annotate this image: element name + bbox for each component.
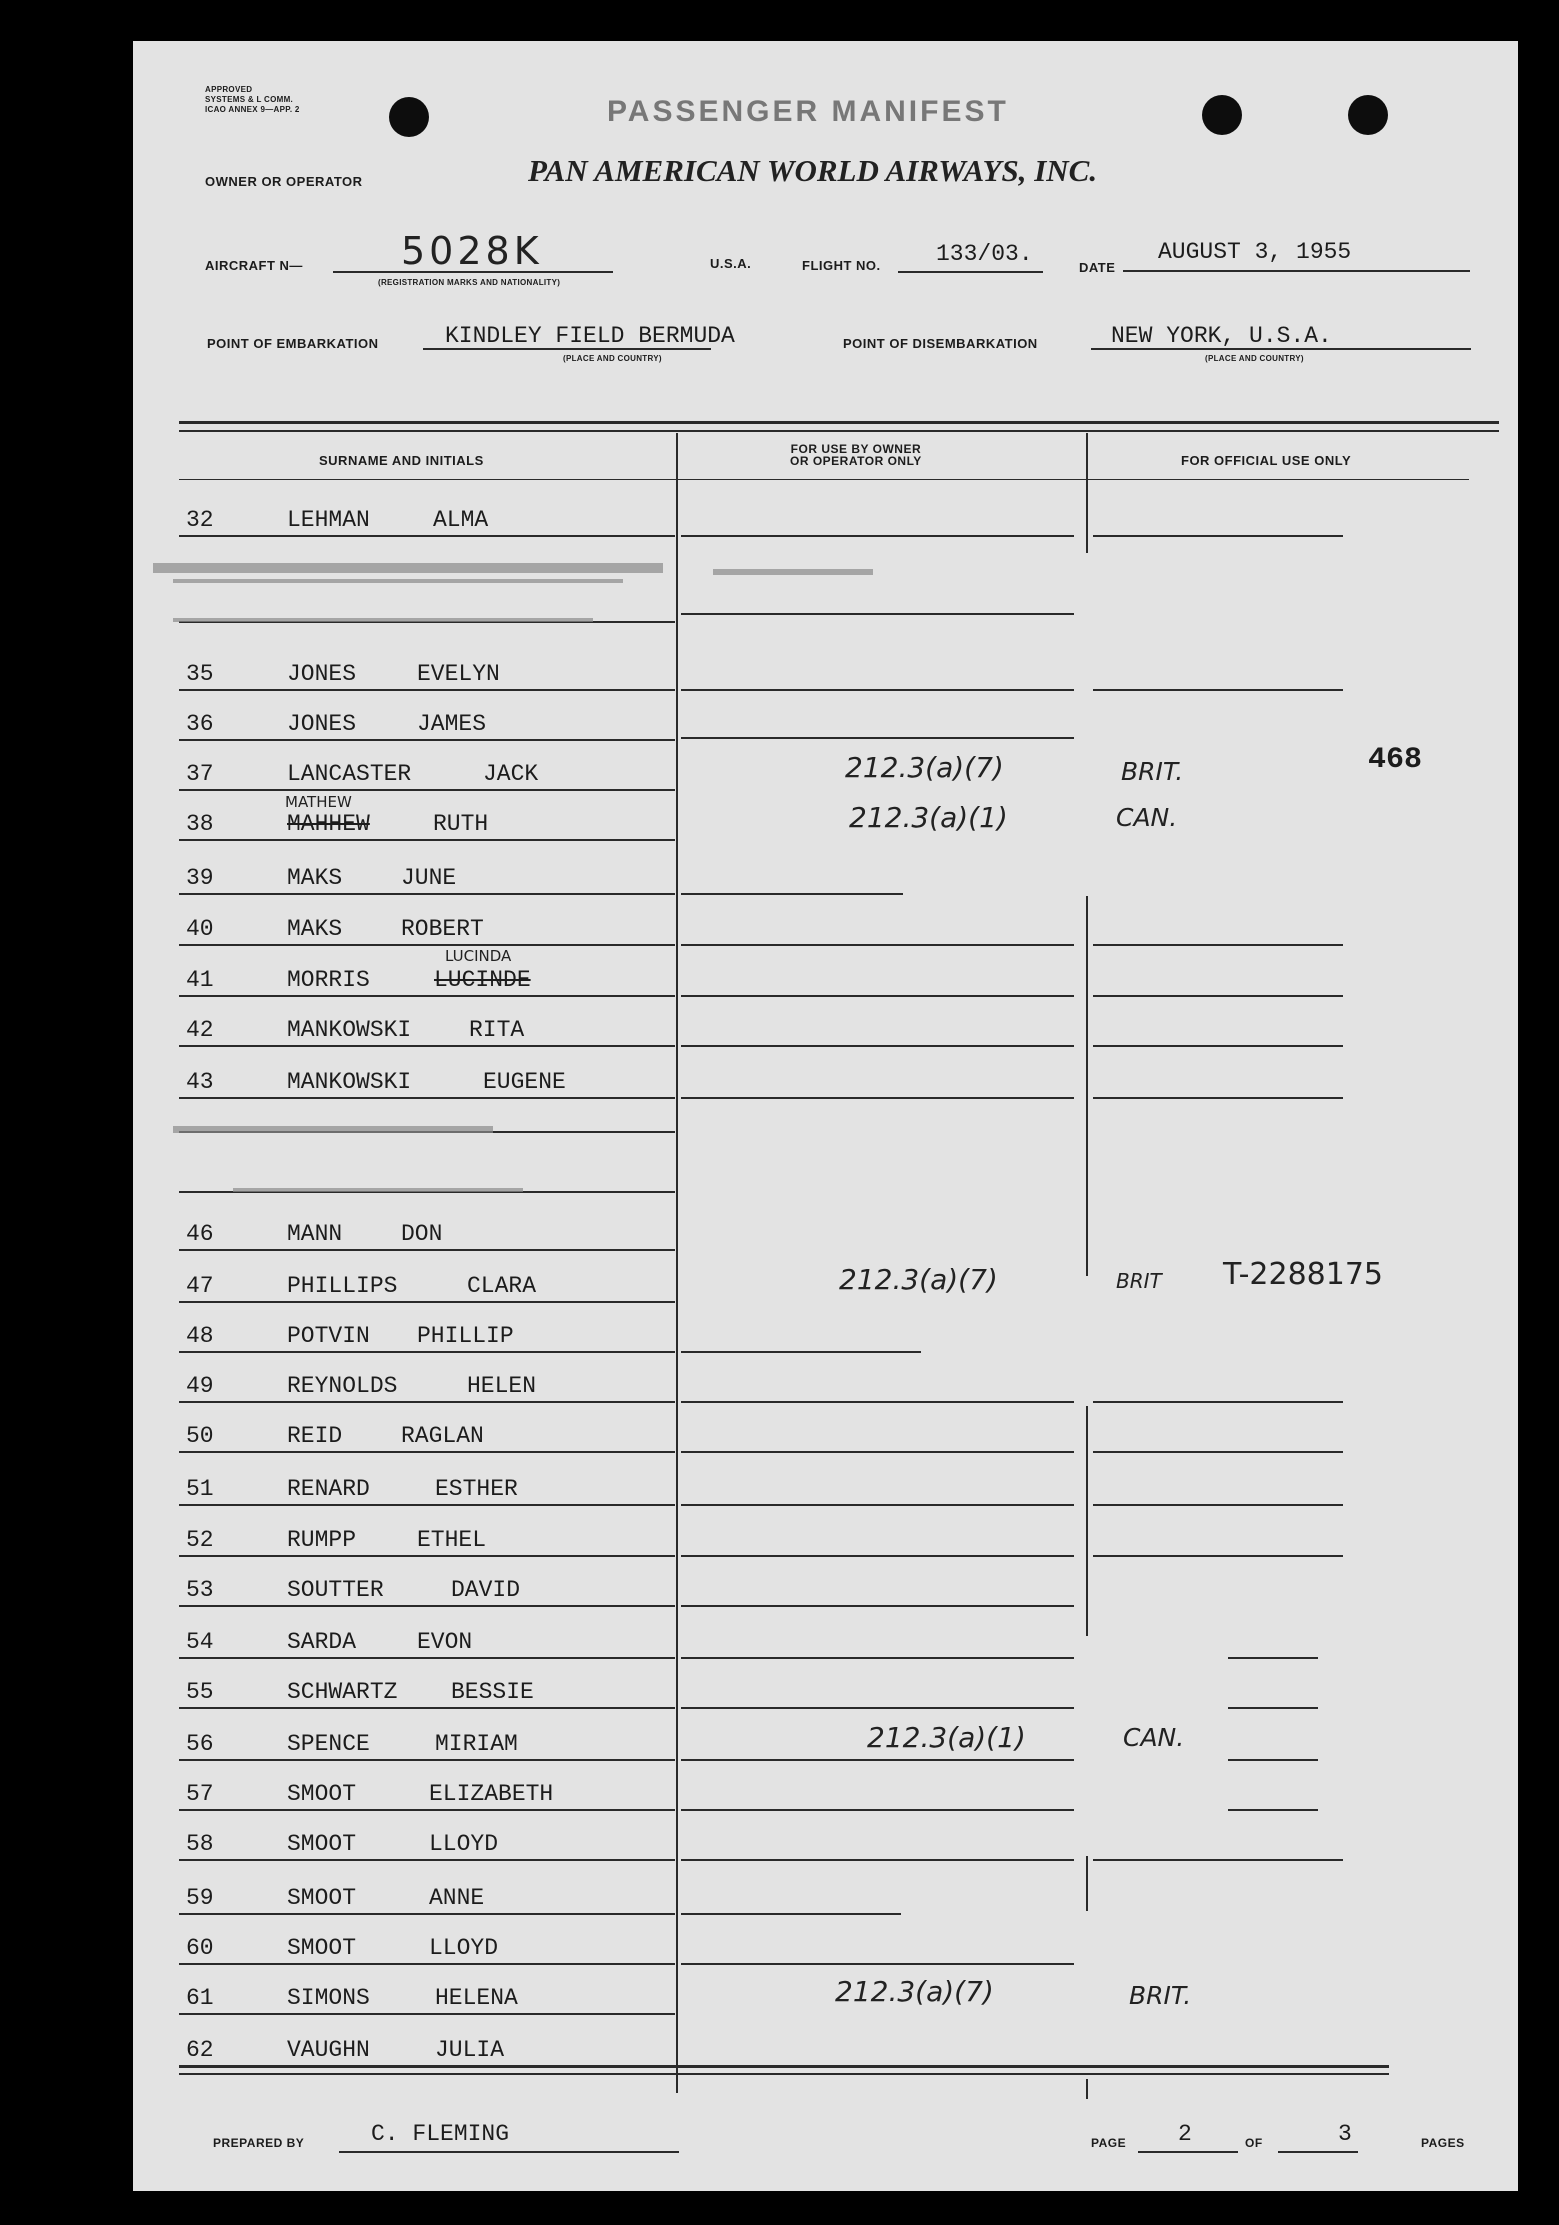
- surname: SIMONS: [287, 1985, 370, 2011]
- initials: ROBERT: [401, 916, 484, 942]
- passenger-row: [133, 1575, 1518, 1611]
- passenger-row: [133, 863, 1518, 899]
- column-official-header: FOR OFFICIAL USE ONLY: [1181, 453, 1352, 468]
- passenger-row: [133, 1883, 1518, 1919]
- row-number: 36: [186, 711, 214, 737]
- surname: RENARD: [287, 1476, 370, 1502]
- manifest-title: PASSENGER MANIFEST: [607, 95, 1009, 128]
- approval-line: SYSTEMS & L COMM.: [205, 95, 294, 104]
- usa-label: U.S.A.: [710, 256, 752, 271]
- row-number: 59: [186, 1885, 214, 1911]
- row-number: 53: [186, 1577, 214, 1603]
- surname: SMOOT: [287, 1831, 357, 1857]
- passenger-row: [133, 1421, 1518, 1457]
- surname: POTVIN: [287, 1323, 370, 1349]
- nationality: BRIT.: [1129, 1981, 1192, 2010]
- surname: MAHHEW: [287, 811, 370, 837]
- row-number: 40: [186, 916, 214, 942]
- row-number: 51: [186, 1476, 214, 1502]
- surname: MANKOWSKI: [287, 1069, 412, 1095]
- surname: RUMPP: [287, 1527, 357, 1553]
- surname: SARDA: [287, 1629, 357, 1655]
- row-number: 38: [186, 811, 214, 837]
- approval-note: [205, 85, 300, 115]
- flight-label: FLIGHT NO.: [802, 258, 881, 273]
- initials: DAVID: [451, 1577, 521, 1603]
- passenger-row: [133, 659, 1518, 695]
- surname: MAKS: [287, 916, 343, 942]
- passenger-row: [133, 1525, 1518, 1561]
- surname: REYNOLDS: [287, 1373, 398, 1399]
- initials: JAMES: [417, 711, 487, 737]
- surname: SCHWARTZ: [287, 1679, 398, 1705]
- disembarkation-label: POINT OF DISEMBARKATION: [843, 336, 1038, 351]
- initials: RITA: [469, 1017, 525, 1043]
- row-number: 62: [186, 2037, 214, 2063]
- surname: MAKS: [287, 865, 343, 891]
- passenger-row: [133, 914, 1518, 950]
- embarkation-label: POINT OF EMBARKATION: [207, 336, 379, 351]
- initials: RUTH: [433, 811, 489, 837]
- surname: SPENCE: [287, 1731, 370, 1757]
- initials: HELENA: [435, 1985, 518, 2011]
- row-number: 56: [186, 1731, 214, 1757]
- row-number: 35: [186, 661, 214, 687]
- passenger-row: [133, 1677, 1518, 1713]
- date-label: DATE: [1079, 260, 1116, 275]
- date-value: AUGUST 3, 1955: [1158, 239, 1352, 265]
- pages-label: PAGES: [1421, 2136, 1465, 2150]
- surname: JONES: [287, 711, 357, 737]
- initials: ALMA: [433, 507, 489, 533]
- official-number: 468: [1368, 743, 1423, 777]
- passenger-row: [133, 1627, 1518, 1663]
- passenger-row: [133, 1015, 1518, 1051]
- owner-label: OWNER OR OPERATOR: [205, 174, 363, 189]
- nationality: BRIT: [1116, 1269, 1162, 1293]
- aircraft-label: AIRCRAFT N—: [205, 258, 303, 273]
- page-label: PAGE: [1091, 2136, 1127, 2150]
- initials: ELIZABETH: [429, 1781, 554, 1807]
- passenger-row: [133, 1829, 1518, 1865]
- row-number: 52: [186, 1527, 214, 1553]
- initials: PHILLIP: [417, 1323, 514, 1349]
- surname: JONES: [287, 661, 357, 687]
- approval-line: APPROVED: [205, 85, 253, 94]
- owner-code: 212.3(a)(7): [839, 1263, 998, 1296]
- passenger-row: [133, 743, 1518, 795]
- initials: LUCINDE: [434, 967, 531, 993]
- row-number: 61: [186, 1985, 214, 2011]
- punch-hole: [1202, 95, 1242, 135]
- nationality: CAN.: [1123, 1723, 1185, 1752]
- disembarkation-value: NEW YORK, U.S.A.: [1111, 323, 1332, 349]
- column-name-header: SURNAME AND INITIALS: [319, 453, 484, 468]
- approval-line: ICAO ANNEX 9—APP. 2: [205, 105, 300, 114]
- prepared-by-value: C. FLEMING: [371, 2121, 510, 2147]
- passenger-row: [133, 793, 1518, 845]
- row-number: 43: [186, 1069, 214, 1095]
- of-label: OF: [1245, 2136, 1263, 2150]
- initials: RAGLAN: [401, 1423, 484, 1449]
- embarkation-sub: (PLACE AND COUNTRY): [563, 354, 662, 363]
- surname: MANKOWSKI: [287, 1017, 412, 1043]
- owner-code: 212.3(a)(1): [867, 1721, 1026, 1754]
- surname: REID: [287, 1423, 343, 1449]
- prepared-by-label: PREPARED BY: [213, 2136, 305, 2150]
- passenger-row: [133, 947, 1518, 1001]
- passenger-row: [133, 1067, 1518, 1103]
- aircraft-value: 5028K: [401, 229, 543, 273]
- handwritten-correction: MATHEW: [285, 793, 352, 811]
- surname: PHILLIPS: [287, 1273, 398, 1299]
- row-number: 46: [186, 1221, 214, 1247]
- row-number: 50: [186, 1423, 214, 1449]
- initials: LLOYD: [429, 1935, 499, 1961]
- owner-code: 212.3(a)(7): [835, 1975, 994, 2008]
- initials: ETHEL: [417, 1527, 487, 1553]
- page-value: 2: [1178, 2121, 1192, 2147]
- passenger-row: [133, 1779, 1518, 1815]
- passenger-row: [133, 1933, 1518, 1969]
- passenger-row: [133, 709, 1518, 745]
- nationality: BRIT.: [1121, 757, 1184, 786]
- initials: ESTHER: [435, 1476, 518, 1502]
- initials: EVON: [417, 1629, 473, 1655]
- initials: JUNE: [401, 865, 457, 891]
- row-number: 55: [186, 1679, 214, 1705]
- owner-code: 212.3(a)(1): [849, 801, 1008, 834]
- owner-code: 212.3(a)(7): [845, 751, 1004, 784]
- passenger-row: [133, 1721, 1518, 1765]
- column-owner-header: FOR USE BY OWNER OR OPERATOR ONLY: [790, 442, 922, 468]
- passenger-row: [133, 1975, 1518, 2019]
- passenger-row: [133, 1257, 1518, 1307]
- surname: LEHMAN: [287, 507, 370, 533]
- initials: CLARA: [467, 1273, 537, 1299]
- passenger-row: [133, 1321, 1518, 1357]
- surname: SMOOT: [287, 1781, 357, 1807]
- initials: JACK: [483, 761, 539, 787]
- owner-value: PAN AMERICAN WORLD AIRWAYS, INC.: [528, 153, 1098, 188]
- row-number: 48: [186, 1323, 214, 1349]
- passenger-row: [133, 1371, 1518, 1407]
- row-number: 58: [186, 1831, 214, 1857]
- row-number: 39: [186, 865, 214, 891]
- flight-value: 133/03.: [936, 241, 1033, 267]
- surname: SMOOT: [287, 1885, 357, 1911]
- nationality: CAN.: [1116, 803, 1178, 832]
- initials: ANNE: [429, 1885, 485, 1911]
- aircraft-sub: (REGISTRATION MARKS AND NATIONALITY): [378, 278, 561, 287]
- row-number: 47: [186, 1273, 214, 1299]
- row-number: 60: [186, 1935, 214, 1961]
- initials: JULIA: [435, 2037, 505, 2063]
- row-number: 42: [186, 1017, 214, 1043]
- passenger-row: [133, 1219, 1518, 1255]
- row-number: 41: [186, 967, 214, 993]
- surname: SOUTTER: [287, 1577, 384, 1603]
- passenger-row: [133, 2035, 1518, 2071]
- punch-hole: [1348, 95, 1388, 135]
- passenger-row: [133, 505, 1518, 541]
- row-number: 32: [186, 507, 214, 533]
- initials: DON: [401, 1221, 443, 1247]
- row-number: 49: [186, 1373, 214, 1399]
- initials: EUGENE: [483, 1069, 566, 1095]
- surname: LANCASTER: [287, 761, 412, 787]
- handwritten-correction: LUCINDA: [445, 947, 512, 965]
- initials: HELEN: [467, 1373, 537, 1399]
- initials: LLOYD: [429, 1831, 499, 1857]
- disembarkation-sub: (PLACE AND COUNTRY): [1205, 354, 1304, 363]
- surname: MANN: [287, 1221, 343, 1247]
- manifest-sheet: [133, 41, 1518, 2191]
- embarkation-value: KINDLEY FIELD BERMUDA: [445, 323, 735, 349]
- punch-hole: [389, 97, 429, 137]
- initials: BESSIE: [451, 1679, 534, 1705]
- initials: MIRIAM: [435, 1731, 518, 1757]
- official-number: T-2288175: [1223, 1257, 1384, 1292]
- surname: VAUGHN: [287, 2037, 370, 2063]
- passenger-row: [133, 1474, 1518, 1510]
- row-number: 37: [186, 761, 214, 787]
- of-value: 3: [1338, 2121, 1352, 2147]
- row-number: 57: [186, 1781, 214, 1807]
- surname: MORRIS: [287, 967, 370, 993]
- surname: SMOOT: [287, 1935, 357, 1961]
- row-number: 54: [186, 1629, 214, 1655]
- initials: EVELYN: [417, 661, 500, 687]
